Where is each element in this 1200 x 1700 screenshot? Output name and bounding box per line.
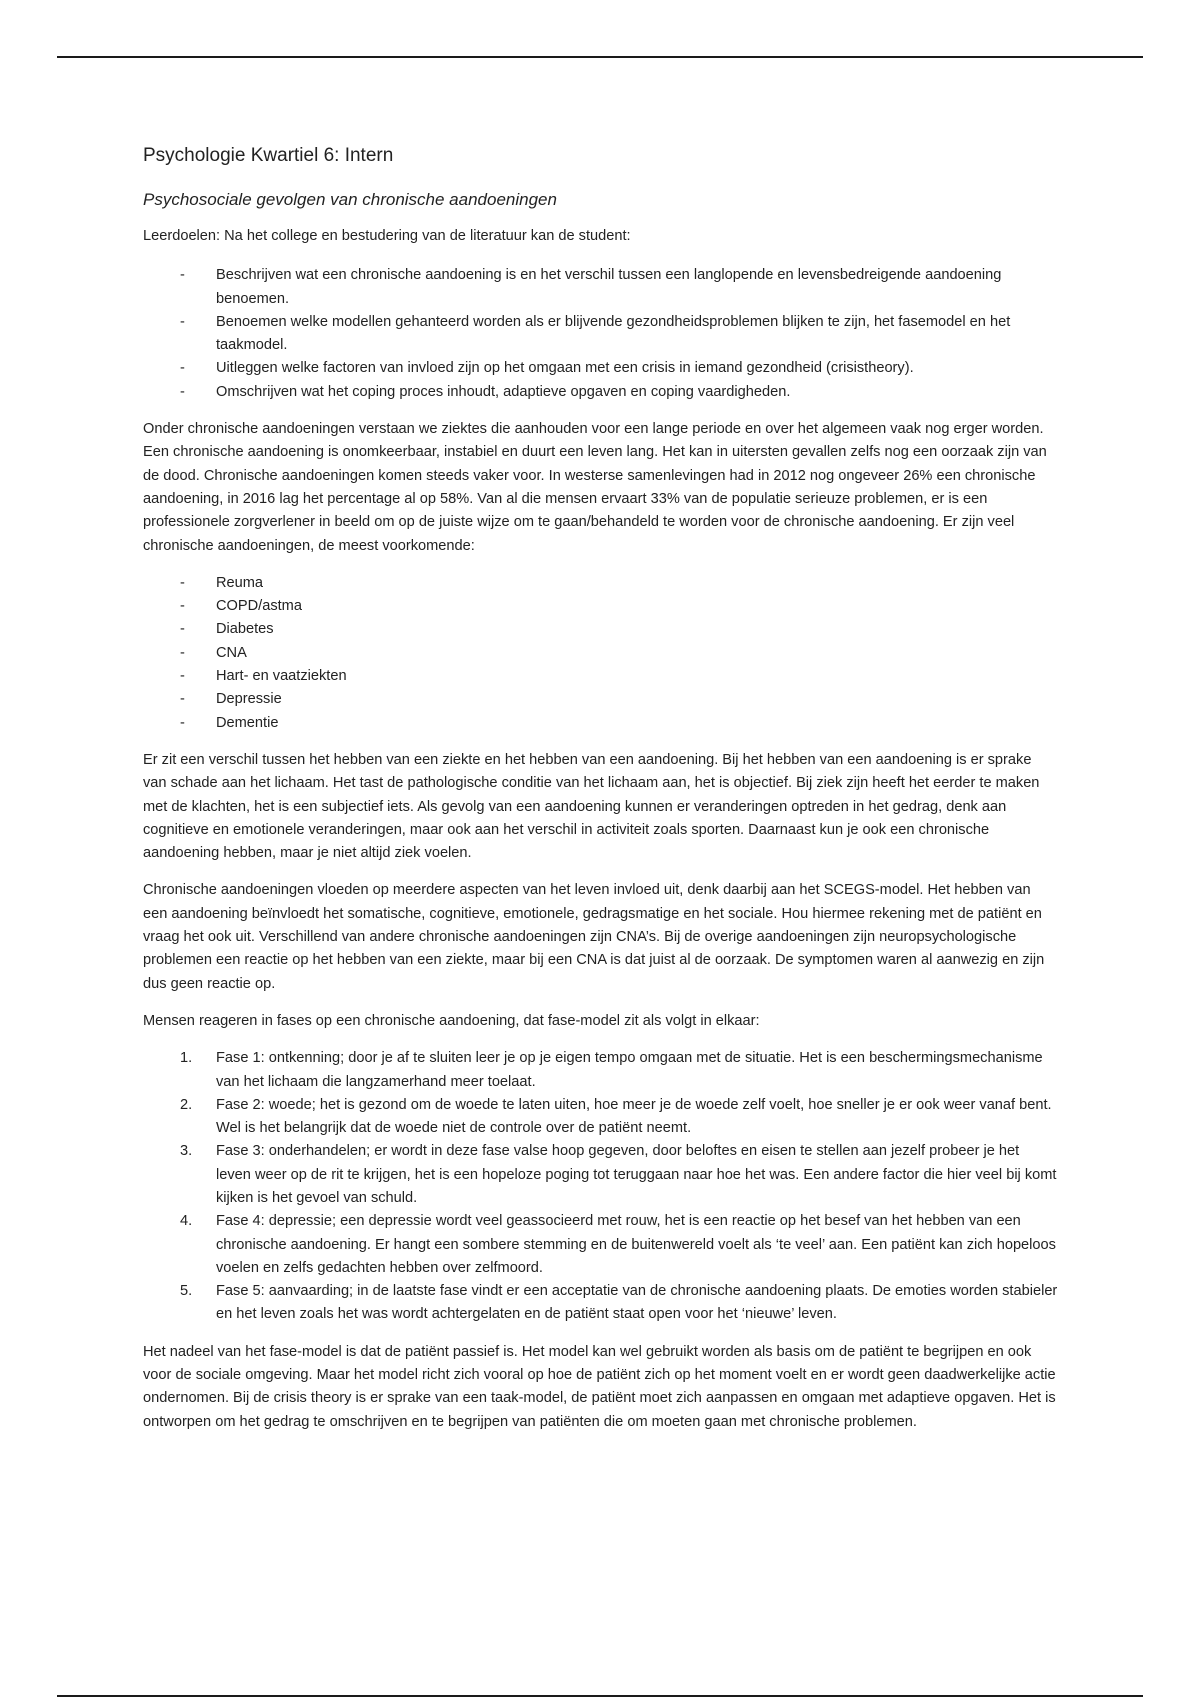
list-item: 1. Fase 1: ontkenning; door je af te sluiten leer je op je eigen tempo omgaan met de situatie. Het is een beschermingsmechanisme van het lichaam die langzamerhand meer toelaat. (143, 1047, 1058, 1094)
list-item: 4. Fase 4: depressie; een depressie wordt veel geassocieerd met rouw, het is een reactie op het besef van het hebben van een chronische aandoening. Er hangt een sombere stemming en de buitenwereld voelt als ‘te veel’ aan. Een patiënt kan zich hopeloos voelen en zelfs gedachten hebben over zelfmoord. (143, 1210, 1058, 1280)
list-number: 5. (180, 1283, 193, 1300)
bullet-dash: - (180, 383, 185, 400)
bullet-dash: - (180, 621, 185, 638)
list-number: 4. (180, 1213, 193, 1230)
learning-goals-list (143, 264, 1058, 404)
paragraph-definition: Onder chronische aandoeningen verstaan we ziektes die aanhouden voor een lange periode en over het algemeen vaak nog erger worden. Een chronische aandoening is onomkeerbaar, instabiel en duurt een leven lang. Het kan in uitersten gevallen zelfs nog een oorzaak zijn van de dood. Chronische aandoeningen komen steeds vaker voor. In westerse samenlevingen had in 2012 nog ongeveer 26% een chronische aandoening, in 2016 lag het percentage al op 58%. Van al die mensen ervaart 33% van de populatie serieuze problemen, er is een professionele zorgverlener in beeld om op de juiste wijze om te gaan/behandeld te worden voor de chronische aandoening. Er zijn veel chronische aandoeningen, de meest voorkomende: (143, 421, 1047, 554)
list-number: 3. (180, 1143, 193, 1160)
bullet-dash: - (180, 360, 185, 377)
list-item: - Beschrijven wat een chronische aandoening is en het verschil tussen een langlopende en levensbedreigende aandoening benoemen. (143, 264, 1058, 311)
conditions-list (143, 572, 1058, 735)
document-page (143, 143, 1058, 1448)
bullet-dash: - (180, 267, 185, 284)
bullet-dash: - (180, 714, 185, 731)
list-item: - Diabetes (143, 618, 1058, 641)
list-number: 1. (180, 1050, 193, 1067)
paragraph-phase-model-drawback: Het nadeel van het fase-model is dat de patiënt passief is. Het model kan wel gebruikt worden als basis om de patiënt te begrijpen en ook voor de sociale omgeving. Maar het model richt zich vooral op hoe de patiënt zich op het moment voelt en er wordt geen daadwerkelijke actie ondernomen. Bij de crisis theory is er sprake van een taak-model, de patiënt moet zich aanpassen en omgaan met adaptieve opgaven. Het is ontworpen om het gedrag te omschrijven en te begrijpen van patiënten die om moeten gaan met chronische problemen. (143, 1343, 1056, 1430)
bullet-dash: - (180, 574, 185, 591)
paragraph-scegs-model: Chronische aandoeningen vloeden op meerdere aspecten van het leven invloed uit, denk daarbij aan het SCEGS-model. Het hebben van een aandoening beïnvloedt het somatische, cognitieve, emotionele, gedragsmatige en het sociale. Hou hiermee rekening met de patiënt en vraag het ook uit. Verschillend van andere chronische aandoeningen zijn CNA’s. Bij de overige aandoeningen zijn neuropsychologische problemen een reactie op het hebben van een ziekte, maar bij een CNA is dat juist al de oorzaak. De symptomen waren al aanwezig en zijn dus geen reactie op. (143, 882, 1045, 992)
paragraph-phase-model-intro: Mensen reageren in fases op een chronische aandoening, dat fase-model zit als volgt in elkaar: (143, 1012, 760, 1029)
document-title: Psychologie Kwartiel 6: Intern (143, 145, 394, 166)
list-item: 5. Fase 5: aanvaarding; in de laatste fase vindt er een acceptatie van de chronische aandoening plaats. De emoties worden stabieler en het leven zoals het was wordt achtergelaten en de patiënt staat open voor het ‘nieuwe’ leven. (143, 1280, 1058, 1327)
learning-goals-intro: Leerdoelen: Na het college en bestudering van de literatuur kan de student: (143, 228, 631, 244)
list-item: - Omschrijven wat het coping proces inhoudt, adaptieve opgaven en coping vaardigheden. (143, 381, 1058, 404)
bullet-dash: - (180, 313, 185, 330)
list-item: - Reuma (143, 572, 1058, 595)
list-item: 3. Fase 3: onderhandelen; er wordt in deze fase valse hoop gegeven, door beloftes en eisen te stellen aan jezelf probeer je het leven weer op de rit te krijgen, het is een hopeloze poging tot teruggaan naar hoe het was. Een andere factor die hier veel bij komt kijken is het gevoel van schuld. (143, 1140, 1058, 1210)
list-item: 2. Fase 2: woede; het is gezond om de woede te laten uiten, hoe meer je de woede zelf voelt, hoe sneller je er ook weer vanaf bent. Wel is het belangrijk dat de woede niet de controle over de patiënt neemt. (143, 1094, 1058, 1141)
list-item: - COPD/astma (143, 595, 1058, 618)
document-subtitle: Psychosociale gevolgen van chronische aandoeningen (143, 190, 557, 209)
list-item: - Benoemen welke modellen gehanteerd worden als er blijvende gezondheidsproblemen blijken te zijn, het fasemodel en het taakmodel. (143, 311, 1058, 358)
header-rule (57, 56, 1143, 58)
paragraph-disease-vs-condition: Er zit een verschil tussen het hebben van een ziekte en het hebben van een aandoening. Bij het hebben van een aandoening is er sprake van schade aan het lichaam. Het tast de pathologische conditie van het lichaam aan, het is objectief. Bij ziek zijn heeft het eerder te maken met de klachten, het is een subjectief iets. Als gevolg van een aandoening kunnen er veranderingen optreden in het gedrag, denk aan cognitieve en emotionele veranderingen, maar ook aan het verschil in activiteit zoals sporten. Daarnaast kun je ook een chronische aandoening hebben, maar je niet altijd ziek voelen. (143, 751, 1040, 862)
list-item: - CNA (143, 642, 1058, 665)
list-item: - Dementie (143, 712, 1058, 735)
list-item: - Depressie (143, 688, 1058, 711)
bullet-dash: - (180, 644, 185, 661)
bullet-dash: - (180, 668, 185, 685)
bullet-dash: - (180, 691, 185, 708)
phase-list (143, 1047, 1058, 1327)
footer-rule (57, 1695, 1143, 1697)
list-item: - Hart- en vaatziekten (143, 665, 1058, 688)
list-item: - Uitleggen welke factoren van invloed zijn op het omgaan met een crisis in iemand gezondheid (crisistheory). (143, 357, 1058, 380)
bullet-dash: - (180, 598, 185, 615)
list-number: 2. (180, 1096, 193, 1113)
